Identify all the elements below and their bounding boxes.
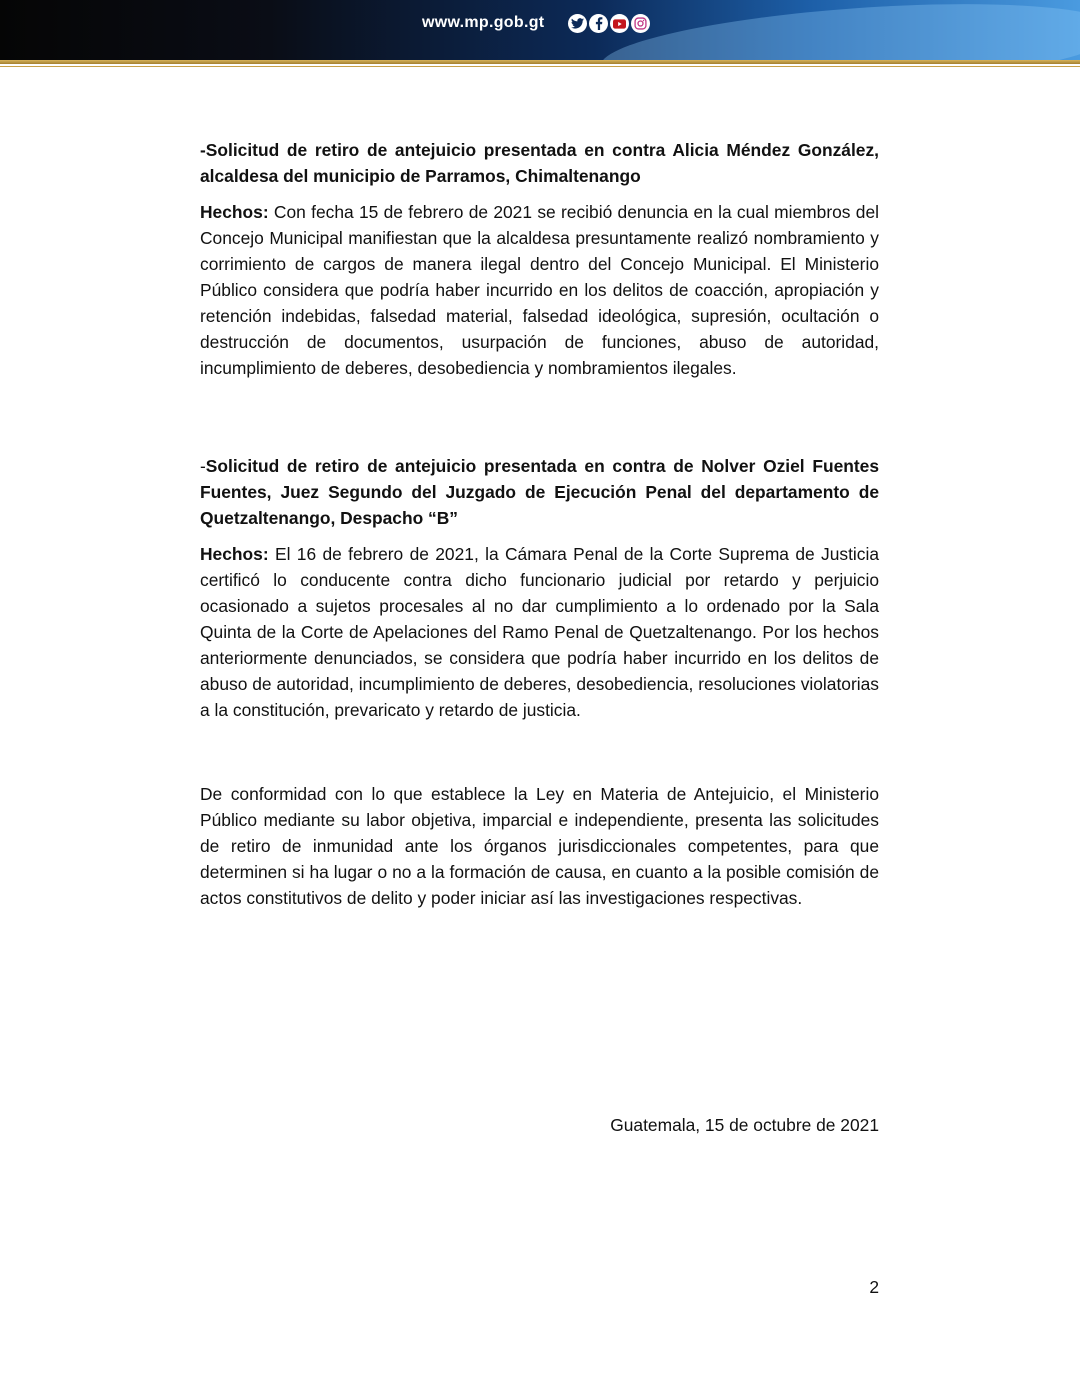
section-heading-2 — [200, 453, 879, 531]
document-body — [200, 137, 879, 911]
section-heading-1 — [200, 137, 879, 189]
header-swoosh-decoration — [598, 0, 1080, 60]
hechos-label: Hechos: — [200, 202, 269, 222]
twitter-icon[interactable] — [568, 14, 587, 33]
facebook-icon[interactable] — [589, 14, 608, 33]
closing-paragraph: De conformidad con lo que establece la Ley en Materia de Antejuicio, el Ministerio Público mediante su labor objetiva, imparcial e independiente, presenta las solicitudes de retiro de inmunidad ante los órganos jurisdiccionales competentes, para que determinen si ha lugar o no a la formación de causa, en cuanto a la posible comisión de actos constitutivos de delito y poder iniciar así las investigaciones respectivas. — [200, 784, 879, 908]
header-website-link[interactable]: www.mp.gob.gt — [422, 14, 545, 31]
header-gold-thin-rule — [0, 66, 1080, 67]
page-number: 2 — [869, 1277, 879, 1297]
header-gold-rule — [0, 60, 1080, 64]
hechos-text: El 16 de febrero de 2021, la Cámara Penal de la Corte Suprema de Justicia certificó lo conducente contra dicho funcionario judicial por retardo y perjuicio ocasionado a sujetos procesales al no dar cumplimiento a lo ordenado por la Sala Quinta de la Corte de Apelaciones del Ramo Penal de Quetzaltenango. Por los hechos anteriormente denunciados, se considera que podría haber incurrido en los delitos de abuso de autoridad, incumplimiento de deberes, desobediencia, resoluciones violatorias a la constitución, prevaricato y retardo de justicia. — [200, 544, 879, 720]
document-date: Guatemala, 15 de octubre de 2021 — [610, 1115, 879, 1135]
heading-prefix: - — [200, 140, 206, 160]
page-header-banner — [0, 0, 1080, 60]
section-hechos-2 — [200, 541, 879, 723]
hechos-label: Hechos: — [200, 544, 269, 564]
instagram-icon[interactable] — [631, 14, 650, 33]
section-hechos-1 — [200, 199, 879, 381]
youtube-icon[interactable] — [610, 14, 629, 33]
social-icons — [568, 14, 650, 33]
hechos-text: Con fecha 15 de febrero de 2021 se recibió denuncia en la cual miembros del Concejo Municipal manifiestan que la alcaldesa presuntamente realizó nombramiento y corrimiento de cargos de manera ilegal dentro del Concejo Municipal. El Ministerio Público considera que podría haber incurrido en los delitos de coacción, apropiación y retención indebidas, falsedad material, falsedad ideológica, supresión, ocultación o destrucción de documentos, usurpación de funciones, abuso de autoridad, incumplimiento de deberes, desobediencia y nombramientos ilegales. — [200, 202, 879, 378]
heading-text: Solicitud de retiro de antejuicio presentada en contra Alicia Méndez González, alcaldesa del municipio de Parramos, Chimaltenango — [200, 140, 879, 186]
heading-text: Solicitud de retiro de antejuicio presentada en contra de Nolver Oziel Fuentes Fuentes, Juez Segundo del Juzgado de Ejecución Penal del departamento de Quetzaltenango, Despacho “B” — [200, 456, 879, 528]
heading-prefix: - — [200, 456, 206, 476]
